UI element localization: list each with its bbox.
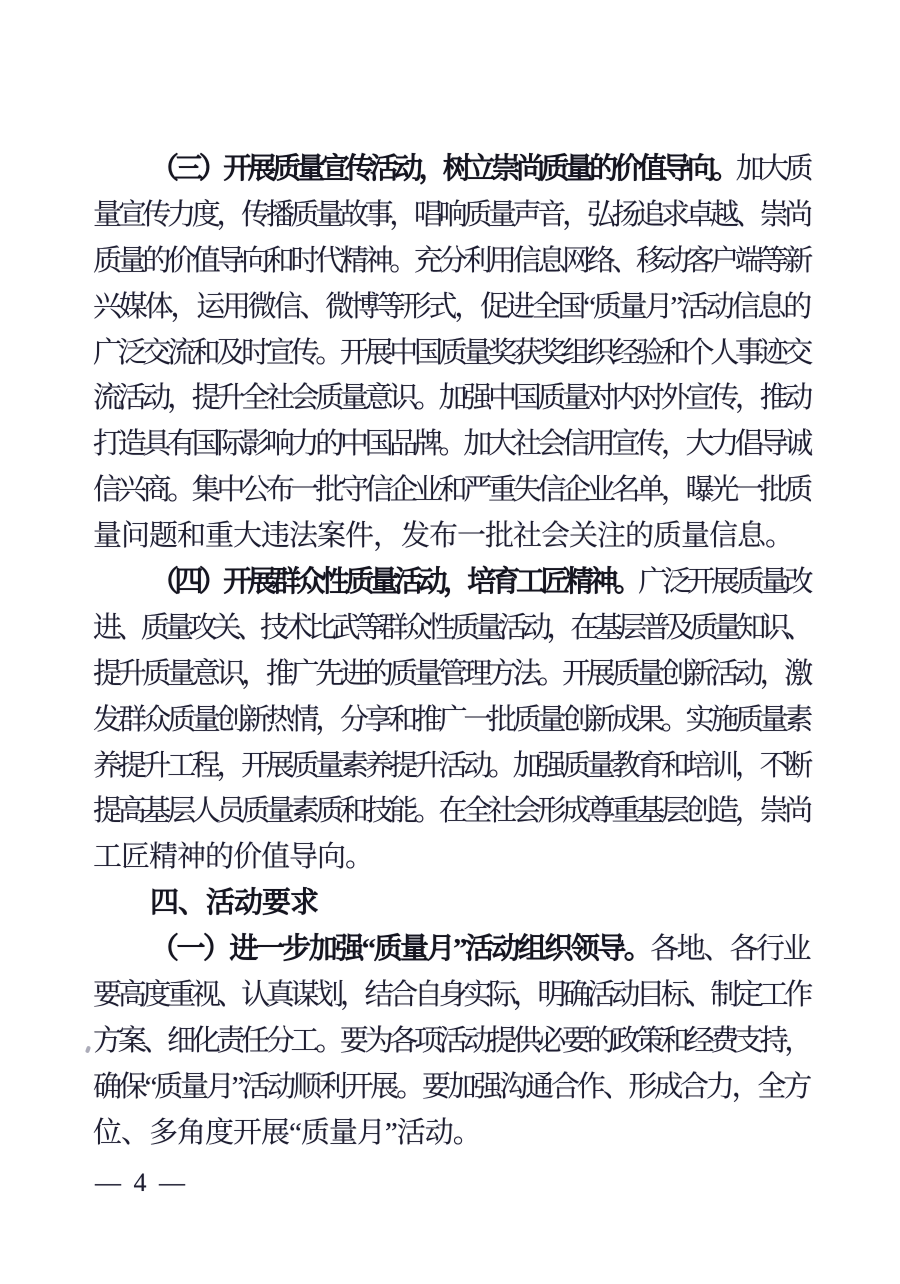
body-segment: 兴媒体，运用微信、微博等形式，促进全国“质量月”活动信息的 (93, 290, 810, 323)
text-line (93, 239, 809, 285)
body-segment: 工匠精神的价值导向。 (93, 841, 374, 874)
scan-artifact-speck (85, 1046, 91, 1054)
text-line (93, 789, 809, 835)
body-segment: 养提升工程，开展质量素养提升活动。加强质量教育和培训，不断 (93, 749, 809, 782)
body-segment: 打造具有国际影响力的中国品牌。加大社会信用宣传，大力倡导诚 (93, 428, 809, 461)
body-segment: 质量的价值导向和时代精神。充分利用信息网络、移动客户端等新 (93, 244, 809, 277)
body-segment: 各地、各行业 (650, 933, 809, 966)
text-line (93, 560, 809, 606)
text-line (93, 147, 809, 193)
body-segment: 发群众质量创新热情，分享和推广一批质量创新成果。实施质量素 (93, 703, 809, 736)
text-line (93, 514, 809, 560)
text-line (93, 193, 809, 239)
body-segment: 方案、细化责任分工。要为各项活动提供必要的政策和经费支持， (93, 1024, 809, 1057)
text-line (93, 652, 809, 698)
heading-segment: （三）开展质量宣传活动，树立崇尚质量的价值导向。 (150, 153, 736, 185)
text-line (93, 1111, 809, 1157)
text-line (93, 835, 809, 881)
text-line (93, 331, 809, 377)
document-text-block (93, 147, 809, 1157)
text-line (93, 376, 809, 422)
text-line (93, 606, 809, 652)
text-line (93, 927, 809, 973)
body-segment: 信兴商。集中公布一批守信企业和严重失信企业名单，曝光一批质 (93, 474, 809, 507)
text-line (93, 1065, 809, 1111)
text-line (93, 1019, 809, 1065)
text-line (93, 468, 809, 514)
heading-segment: 四、活动要求 (150, 887, 319, 920)
text-line (93, 698, 809, 744)
body-segment: 广泛交流和及时宣传。开展中国质量奖获奖组织经验和个人事迹交 (93, 336, 809, 369)
text-line (93, 881, 809, 927)
body-segment: 提高基层人员质量素质和技能。在全社会形成尊重基层创造，崇尚 (93, 795, 809, 828)
text-line (93, 285, 809, 331)
body-segment: 进、质量攻关、技术比武等群众性质量活动，在基层普及质量知识、 (93, 611, 809, 644)
heading-segment: （一）进一步加强“质量月”活动组织领导。 (150, 933, 651, 966)
text-line (93, 744, 809, 790)
page-number-footer: — 4 — (95, 1168, 188, 1197)
body-segment: 提升质量意识，推广先进的质量管理方法。开展质量创新活动，激 (93, 657, 809, 690)
body-segment: 流活动，提升全社会质量意识。加强中国质量对内对外宣传，推动 (93, 382, 809, 415)
text-line (93, 422, 809, 468)
body-segment: 量问题和重大违法案件，发布一批社会关注的质量信息。 (93, 520, 794, 553)
text-line (93, 973, 809, 1019)
body-segment: 量宣传力度，传播质量故事，唱响质量声音，弘扬追求卓越、崇尚 (93, 198, 809, 231)
heading-segment: （四）开展群众性质量活动，培育工匠精神。 (150, 566, 639, 599)
body-segment: 加大质 (735, 153, 809, 185)
body-segment: 位、多角度开展“质量月”活动。 (93, 1116, 481, 1149)
body-segment: 要高度重视、认真谋划，结合自身实际，明确活动目标、制定工作 (93, 979, 809, 1012)
body-segment: 确保“质量月”活动顺利开展。要加强沟通合作、形成合力，全方 (93, 1070, 810, 1103)
body-segment: 广泛开展质量改 (638, 566, 809, 599)
